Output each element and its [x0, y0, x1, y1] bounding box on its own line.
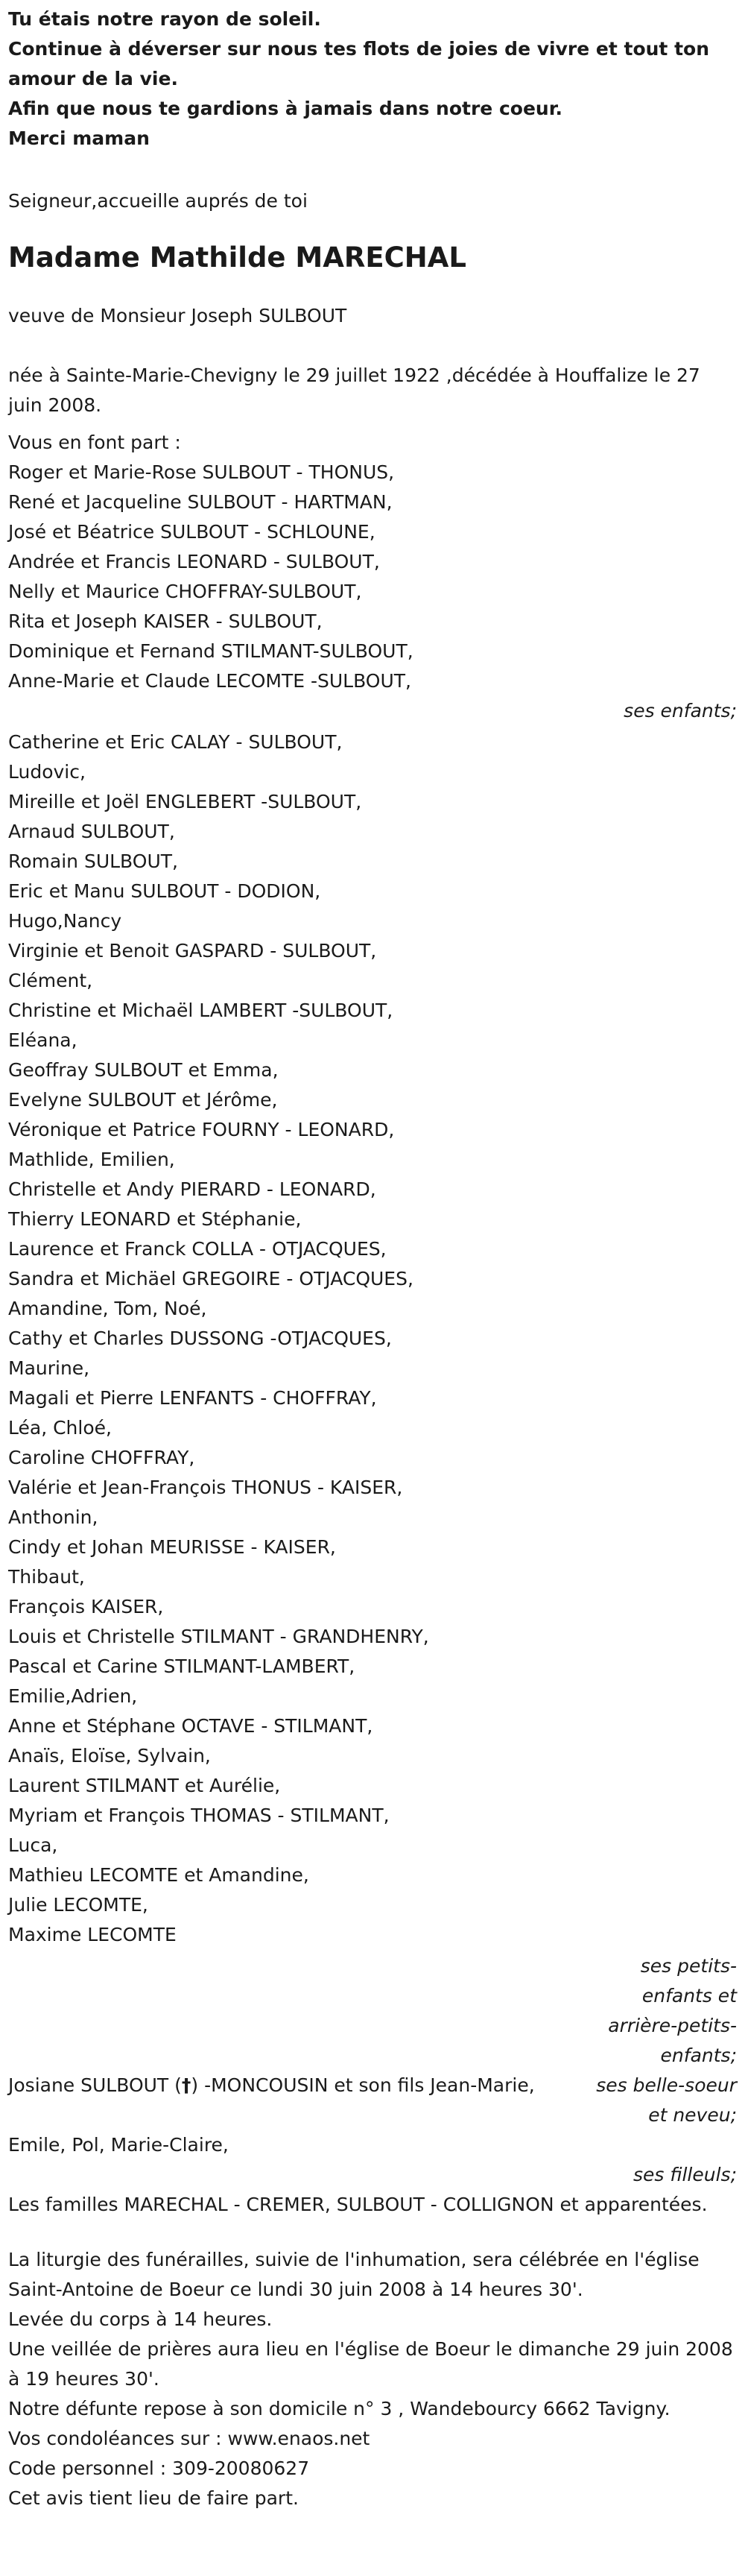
prayer-line: Seigneur,accueille auprés de toi — [8, 190, 308, 212]
list-item: Clément, — [8, 970, 93, 991]
deceased-name: Madame Mathilde MARECHAL — [8, 242, 466, 274]
list-item: Geoffray SULBOUT et Emma, — [8, 1059, 279, 1081]
list-item: François KAISER, — [8, 1596, 164, 1617]
funeral-line: La liturgie des funérailles, suivie de l'inhumation, sera célébrée en l'église Saint-Antoine de Boeur ce lundi 30 juin 2008 à 14 heures 30'. — [8, 2249, 700, 2300]
birth-death: née à Sainte-Marie-Chevigny le 29 juillet 1922 ,décédée à Houffalize le 27 juin 2008. — [8, 364, 700, 416]
obituary-page — [8, 0, 737, 2513]
intro-poem — [8, 0, 737, 154]
list-item: Christine et Michaël LAMBERT -SULBOUT, — [8, 1000, 393, 1021]
list-item: Eric et Manu SULBOUT - DODION, — [8, 880, 321, 902]
intro-line-2: Continue à déverser sur nous tes flots de joies de vivre et tout ton amour de la vie. — [8, 38, 709, 89]
list-item: Thierry LEONARD et Stéphanie, — [8, 1208, 302, 1230]
intro-line-4: Merci maman — [8, 127, 150, 149]
list-item: Anaïs, Eloïse, Sylvain, — [8, 1745, 211, 1767]
list-item: Hugo,Nancy — [8, 910, 122, 932]
list-item: Catherine et Eric CALAY - SULBOUT, — [8, 731, 343, 753]
list-item: Luca, — [8, 1834, 58, 1856]
list-item: Laurence et Franck COLLA - OTJACQUES, — [8, 1238, 387, 1260]
list-item: Christelle et Andy PIERARD - LEONARD, — [8, 1178, 376, 1200]
grandchildren-list — [8, 727, 737, 1950]
list-item: Arnaud SULBOUT, — [8, 821, 175, 842]
list-item: Dominique et Fernand STILMANT-SULBOUT, — [8, 640, 413, 662]
list-item: Anne et Stéphane OCTAVE - STILMANT, — [8, 1715, 373, 1737]
sister-in-law-text — [8, 2071, 535, 2100]
list-item: Romain SULBOUT, — [8, 850, 178, 872]
list-item: Julie LECOMTE, — [8, 1894, 148, 1916]
grandchildren-label-row — [8, 1951, 737, 2071]
vigil-line: Une veillée de prières aura lieu en l'église de Boeur le dimanche 29 juin 2008 à 19 heures 30'. — [8, 2338, 733, 2390]
list-item: Evelyne SULBOUT et Jérôme, — [8, 1089, 278, 1111]
list-item: Pascal et Carine STILMANT-LAMBERT, — [8, 1655, 355, 1677]
list-item: Myriam et François THOMAS - STILMANT, — [8, 1805, 390, 1826]
list-item: Roger et Marie-Rose SULBOUT - THONUS, — [8, 461, 395, 483]
list-item: José et Béatrice SULBOUT - SCHLOUNE, — [8, 521, 375, 543]
code-line: Code personnel : 309-20080627 — [8, 2457, 310, 2479]
intro-line-3: Afin que nous te gardions à jamais dans notre coeur. — [8, 98, 562, 119]
sister-in-law-pre: Josiane SULBOUT ( — [8, 2074, 182, 2096]
list-item: Emilie,Adrien, — [8, 1685, 138, 1707]
sister-in-law-label: ses belle-soeur et neveu; — [596, 2074, 737, 2126]
list-item: Mathieu LECOMTE et Amandine, — [8, 1864, 309, 1886]
list-item: Valérie et Jean-François THONUS - KAISER, — [8, 1477, 403, 1498]
list-item: Sandra et Michäel GREGOIRE - OTJACQUES, — [8, 1268, 413, 1289]
levee-line: Levée du corps à 14 heures. — [8, 2308, 273, 2330]
list-item: Rita et Joseph KAISER - SULBOUT, — [8, 610, 323, 632]
sister-in-law-row — [8, 2071, 737, 2130]
list-item: Mathlide, Emilien, — [8, 1149, 175, 1170]
list-item: Thibaut, — [8, 1566, 85, 1588]
announce-line: Vous en font part : — [8, 432, 181, 453]
notice-line: Cet avis tient lieu de faire part. — [8, 2487, 299, 2509]
sister-in-law-post: ) -MONCOUSIN et son fils Jean-Marie, — [191, 2074, 535, 2096]
list-item: Amandine, Tom, Noé, — [8, 1298, 207, 1319]
list-item: Andrée et Francis LEONARD - SULBOUT, — [8, 551, 380, 572]
grandchildren-label: ses petits-enfants et arrière-petits-enfants; — [608, 1955, 737, 2066]
list-item: Maxime LECOMTE — [8, 1924, 177, 1945]
list-item: Nelly et Maurice CHOFFRAY-SULBOUT, — [8, 581, 362, 602]
godchildren-label: ses filleuls; — [633, 2164, 737, 2185]
list-item: Anne-Marie et Claude LECOMTE -SULBOUT, — [8, 670, 411, 692]
list-item: Magali et Pierre LENFANTS - CHOFFRAY, — [8, 1387, 377, 1409]
list-item: Léa, Chloé, — [8, 1417, 112, 1439]
condolences-line: Vos condoléances sur : www.enaos.net — [8, 2428, 370, 2449]
intro-line-1: Tu étais notre rayon de soleil. — [8, 8, 321, 30]
list-item: Cindy et Johan MEURISSE - KAISER, — [8, 1536, 336, 1558]
list-item: Anthonin, — [8, 1506, 98, 1528]
list-item: René et Jacqueline SULBOUT - HARTMAN, — [8, 491, 393, 513]
godchildren-line: Emile, Pol, Marie-Claire, — [8, 2134, 229, 2156]
children-list — [8, 458, 737, 696]
list-item: Virginie et Benoit GASPARD - SULBOUT, — [8, 940, 377, 962]
list-item: Véronique et Patrice FOURNY - LEONARD, — [8, 1119, 395, 1140]
list-item: Maurine, — [8, 1357, 90, 1379]
list-item: Louis et Christelle STILMANT - GRANDHENRY, — [8, 1626, 429, 1647]
rest-line: Notre défunte repose à son domicile n° 3 , Wandebourcy 6662 Tavigny. — [8, 2398, 670, 2419]
families-line: Les familles MARECHAL - CREMER, SULBOUT - COLLIGNON et apparentées. — [8, 2194, 708, 2215]
list-item: Laurent STILMANT et Aurélie, — [8, 1775, 281, 1796]
list-item: Caroline CHOFFRAY, — [8, 1447, 195, 1468]
cross-icon: † — [181, 2074, 191, 2096]
children-label: ses enfants; — [624, 700, 737, 722]
list-item: Mireille et Joël ENGLEBERT -SULBOUT, — [8, 791, 362, 812]
list-item: Eléana, — [8, 1029, 77, 1051]
widow-of: veuve de Monsieur Joseph SULBOUT — [8, 305, 347, 326]
list-item: Cathy et Charles DUSSONG -OTJACQUES, — [8, 1328, 392, 1349]
list-item: Ludovic, — [8, 761, 86, 783]
